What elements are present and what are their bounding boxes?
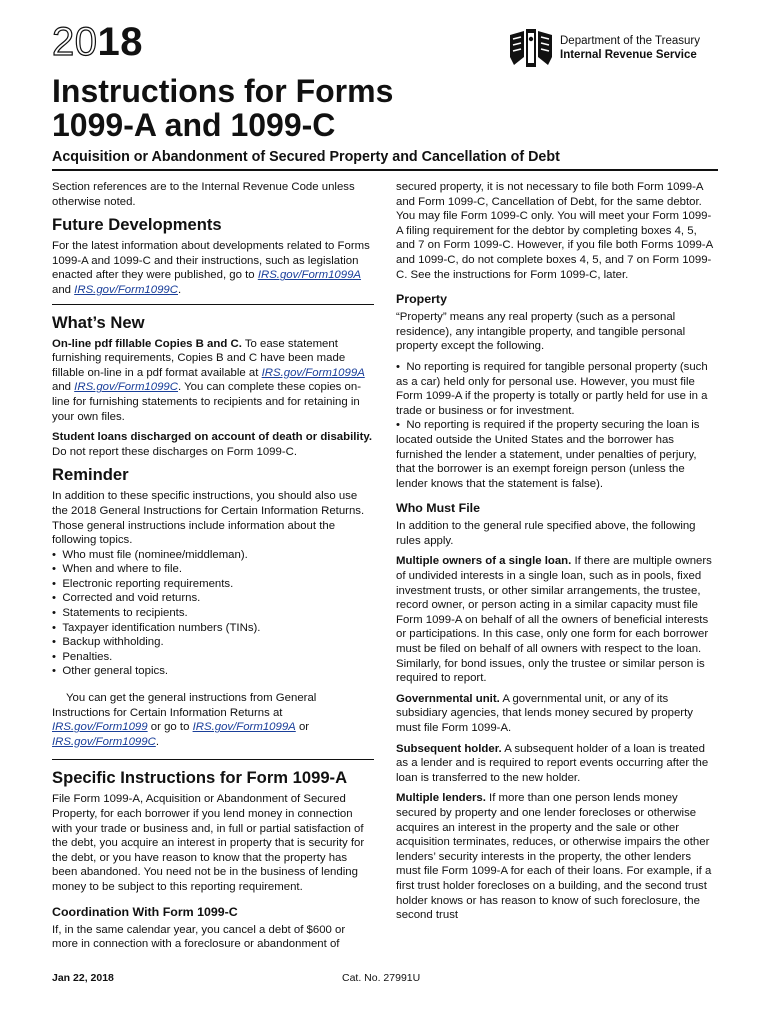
page-title [52,74,393,142]
list-item: • Corrected and void returns. [52,591,374,606]
list-item: • No reporting is required if the property securing the loan is located outside the United States and the borrower has furnished the lender a statement, under penalties of perjury, that the borrower is an exempt foreign person (unless the lender knows that the statement is false). [396,418,718,491]
whats-new-paragraph [52,337,374,425]
lenders-lead: Multiple lenders. [396,792,486,805]
multi-text: If there are multiple owners of undivided interests in a single loan, such as in pools, fixed investment trusts, or other similar arrangements, the trustee, record owner, or person acting in a similar capacity must file Form 1099-A on behalf of all the owners of beneficial interests or participations. In this case, only one form for each borrower must be filed on behalf of all owners with respect to the loan. Similarly, for bond issues, only the trustee or similar person is required to report. [396,555,712,685]
student-text: Do not report these discharges on Form 1099-C. [52,445,298,458]
right-column [396,180,718,929]
who-must-file-text: In addition to the general rule specified above, the following rules apply. [396,520,696,547]
coordination-heading: Coordination With Form 1099-C [52,904,238,919]
general-text: You can get the general instructions from General Instructions for Certain Information Returns at [52,692,317,719]
governmental-unit-paragraph [396,692,718,736]
general-instructions-paragraph [52,691,374,749]
whats-new-heading: What’s New [52,304,374,333]
new-text-2: . You can complete these copies on-line for furnishing statements to recipients and for retaining in your own files. [52,381,362,423]
year-bold: 18 [97,20,143,64]
title-line-1: Instructions for Forms [52,73,394,109]
future-paragraph [52,239,374,297]
link-form1099a[interactable]: IRS.gov/Form1099A [257,269,362,282]
lenders-text: If more than one person lends money secured by property and one lender forecloses or otherwise acquires an interest in the property and the sale or other acquisition terminates, reduces, or otherwise impairs the other lenders’ security interests in the property, the other lenders must file Form 1099-A for each of their loans. For example, if a first trust holder forecloses on a building, and the second trust holder knows or has reason to know of such foreclosure, the second trust [396,792,712,922]
link-form1099c[interactable]: IRS.gov/Form1099C [74,381,178,394]
page-subtitle: Acquisition or Abandonment of Secured Property and Cancellation of Debt [52,149,560,165]
multiple-lenders-paragraph [396,791,718,922]
list-item: • Other general topics. [52,664,374,679]
new-text: To ease statement furnishing requirements, Copies B and C have been made fillable on-line in a pdf format available at [52,337,346,379]
general-or-1: or go to [147,721,193,734]
link-form1099[interactable]: IRS.gov/Form1099 [52,721,148,734]
specific-text: File Form 1099-A, Acquisition or Abandonment of Secured Property, for each borrower if you lend money in connection with your trade or business and, in full or partial satisfaction of the debt, you acquire an interest in property that is security for the debt, or you have reason to know that the property has been abandoned. You need not be in the business of lending money to be subject to this reporting requirement. [52,793,365,893]
left-column [52,180,374,958]
list-item: • Taxpayer identification numbers (TINs). [52,621,374,636]
footer-date: Jan 22, 2018 [52,972,114,984]
new-lead: On-line pdf fillable Copies B and C. [52,337,242,350]
irs-eagle-logo [506,27,556,74]
header-divider [52,169,718,171]
form-year [52,20,143,64]
future-end: . [178,283,182,296]
department-label [560,34,700,62]
title-line-2: 1099-A and 1099-C [52,107,336,143]
list-item: • Statements to recipients. [52,606,374,621]
sub-lead: Subsequent holder. [396,742,502,755]
intro-text: Section references are to the Internal Revenue Code unless otherwise noted. [52,181,355,208]
gov-lead: Governmental unit. [396,692,500,705]
property-text: “Property” means any real property (such as a personal residence), any intangible property, and tangible personal property except the following. [396,311,686,353]
dept-line-2: Internal Revenue Service [560,49,697,61]
link-form1099c[interactable]: IRS.gov/Form1099C [52,735,156,748]
multiple-owners-paragraph [396,554,718,685]
continued-text: secured property, it is not necessary to file both Form 1099-A and Form 1099-C, Cancellation of Debt, for the same debtor. You may file Form 1099-C only. You will meet your Form 1099-A filing requirement for the debtor by completing boxes 4, 5, and 7 on Form 1099-C. However, if you file both Forms 1099-A and 1099-C, do not complete boxes 4, 5, and 7 on Form 1099-C. See the instructions for Form 1099-C, later. [396,181,713,281]
who-must-file-heading: Who Must File [396,501,480,516]
multi-lead: Multiple owners of a single loan. [396,555,572,568]
list-item: • When and where to file. [52,562,374,577]
new-and: and [52,381,75,394]
future-and: and [52,283,75,296]
gov-text: A governmental unit, or any of its subsidiary agencies, that lends money secured by property must file Form 1099-A. [396,692,693,734]
link-form1099a[interactable]: IRS.gov/Form1099A [192,721,296,734]
general-or-2: or [295,721,310,734]
property-exceptions-list [396,360,718,491]
list-item: • Backup withholding. [52,635,374,650]
future-text: For the latest information about developments related to Forms 1099-A and 1099-C and their instructions, such as legislation enacted after they were published, go to [52,240,370,282]
topics-list [52,548,374,679]
list-item: • Who must file (nominee/middleman). [52,548,374,563]
coordination-text: If, in the same calendar year, you cancel a debt of $600 or more in connection with a foreclosure or abandonment of [52,923,346,951]
sub-text: A subsequent holder of a loan is treated as a lender and is required to report events occurring after the loan is transferred to the new holder. [396,742,709,784]
reminder-heading: Reminder [52,465,129,485]
link-form1099a[interactable]: IRS.gov/Form1099A [261,366,365,379]
list-item: • No reporting is required for tangible personal property (such as a car) held only for personal use. However, you must file Form 1099-A if the property is totally or partly held for use in a trade or business or for investment. [396,360,718,418]
future-heading: Future Developments [52,215,222,235]
year-outline: 20 [52,20,98,64]
subsequent-holder-paragraph [396,742,718,786]
property-heading: Property [396,292,447,307]
specific-instructions-heading: Specific Instructions for Form 1099-A [52,759,374,788]
reminder-text: In addition to these specific instructions, you should also use the 2018 General Instructions for Certain Information Returns. Those general instructions include information about the following topics. [52,490,365,547]
student-loans-paragraph [52,430,374,459]
link-form1099c[interactable]: IRS.gov/Form1099C [74,283,178,296]
footer-catalog-number: Cat. No. 27991U [342,972,421,984]
student-lead: Student loans discharged on account of death or disability. [52,431,373,444]
list-item: • Electronic reporting requirements. [52,577,374,592]
general-end: . [155,735,159,748]
list-item: • Penalties. [52,650,374,665]
dept-line-1: Department of the Treasury [560,35,700,47]
